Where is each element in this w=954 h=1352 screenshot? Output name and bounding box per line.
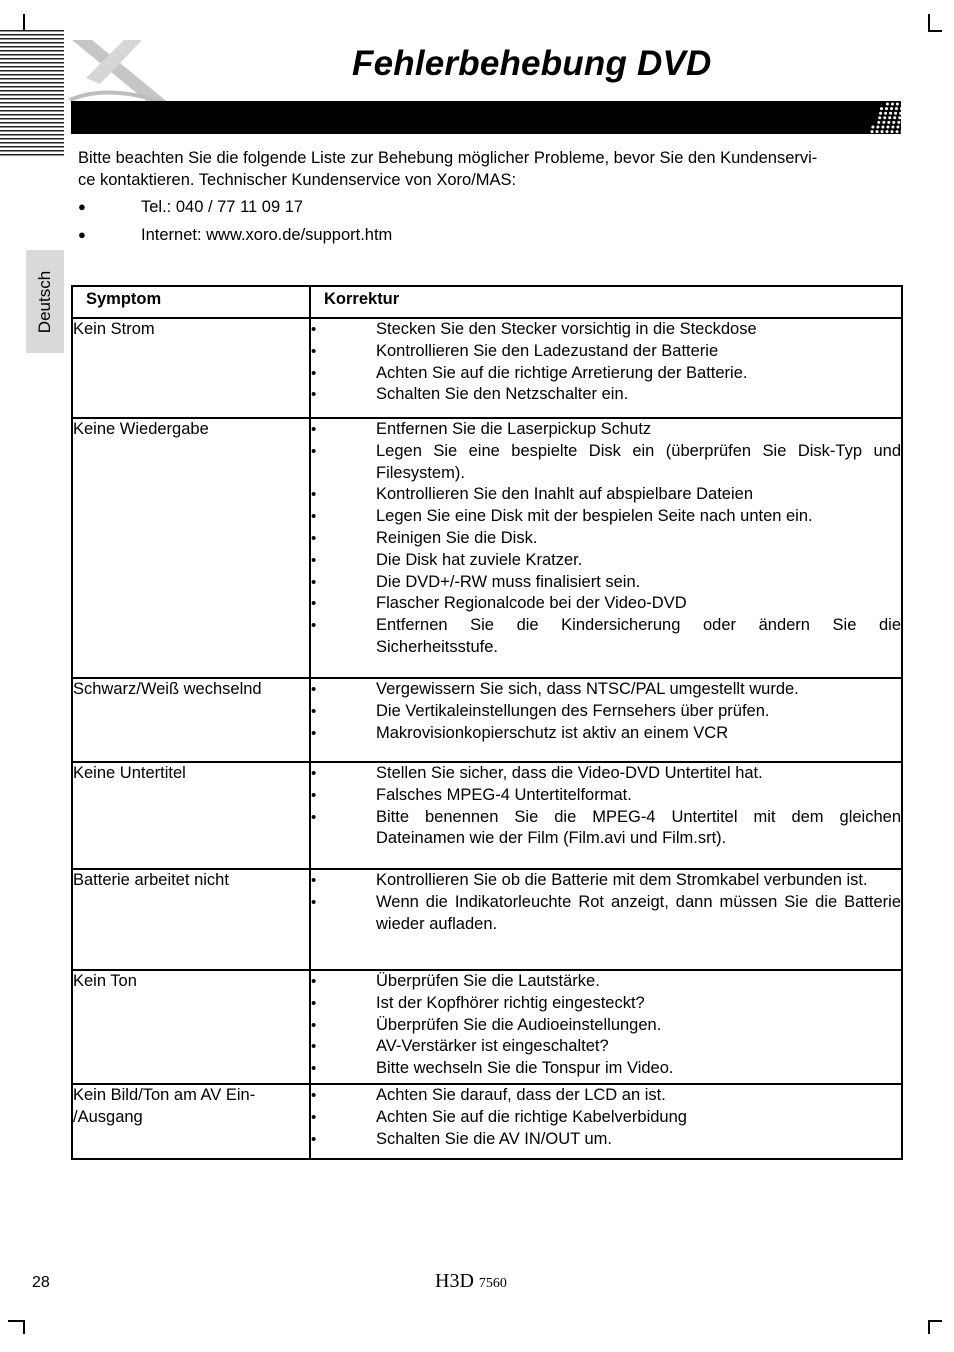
list-item: • Falsches MPEG-4 Untertitelformat. <box>311 785 901 807</box>
contact-phone-text: Tel.: 040 / 77 11 09 17 <box>141 198 304 216</box>
model-name <box>435 1270 507 1293</box>
list-item: • Ist der Kopfhörer richtig eingesteckt? <box>311 993 901 1015</box>
header-bar <box>71 101 901 134</box>
list-item: • Achten Sie auf die richtige Kabelverbidung <box>311 1107 901 1129</box>
table-row <box>72 869 902 970</box>
correction-list <box>311 971 901 1080</box>
list-item: • Schalten Sie die AV IN/OUT um. <box>311 1129 901 1151</box>
correction-list <box>311 319 901 406</box>
crop-mark-bottom-right-h <box>928 1320 942 1322</box>
language-tab <box>26 250 64 353</box>
symptom-cell: Keine Untertitel <box>72 762 310 869</box>
symptom-cell: Schwarz/Weiß wechselnd <box>72 678 310 762</box>
table-header-row <box>72 286 902 318</box>
list-item: • Kontrollieren Sie den Inahlt auf abspielbare Dateien <box>311 484 901 506</box>
list-item: • Stecken Sie den Stecker vorsichtig in die Steckdose <box>311 319 901 341</box>
correction-list <box>311 763 901 850</box>
list-item: • Stellen Sie sicher, dass die Video-DVD Untertitel hat. <box>311 763 901 785</box>
list-item: • Makrovisionkopierschutz ist aktiv an einem VCR <box>311 723 901 745</box>
list-item: • Entfernen Sie die Kindersicherung oder ändern Sie die Sicherheitsstufe. <box>311 615 901 659</box>
crop-mark-bottom-left-h <box>8 1320 24 1322</box>
list-item: • Bitte wechseln Sie die Tonspur im Video. <box>311 1058 901 1080</box>
list-item: • Flascher Regionalcode bei der Video-DVD <box>311 593 901 615</box>
list-item: • Achten Sie auf die richtige Arretierung der Batterie. <box>311 363 901 385</box>
list-item: • AV-Verstärker ist eingeschaltet? <box>311 1036 901 1058</box>
crop-mark-top-left-v <box>23 14 25 31</box>
correction-list <box>311 679 901 744</box>
intro-line-2: ce kontaktieren. Technischer Kundenservice von Xoro/MAS: <box>78 171 517 189</box>
symptom-cell: Kein Bild/Ton am AV Ein- /Ausgang <box>72 1084 310 1159</box>
column-header-symptom: Symptom <box>72 286 310 318</box>
list-item: • Kontrollieren Sie ob die Batterie mit dem Stromkabel verbunden ist. <box>311 870 901 892</box>
model-prefix: H3D <box>435 1270 474 1292</box>
correction-cell <box>310 1084 902 1159</box>
correction-list <box>311 419 901 659</box>
correction-cell <box>310 678 902 762</box>
contact-internet-text: Internet: www.xoro.de/support.htm <box>141 226 393 244</box>
correction-cell <box>310 970 902 1084</box>
column-header-correction: Korrektur <box>310 286 902 318</box>
list-item: • Die Vertikaleinstellungen des Fernsehers über prüfen. <box>311 701 901 723</box>
crop-mark-bottom-right-v <box>928 1320 930 1334</box>
correction-list <box>311 870 901 935</box>
header-bar-dots <box>868 101 912 134</box>
crop-mark-bottom-left-v <box>23 1320 25 1334</box>
list-item: • Legen Sie eine Disk mit der bespielen Seite nach unten ein. <box>311 506 901 528</box>
page-title: Fehlerbehebung DVD <box>352 44 712 83</box>
list-item: • Legen Sie eine bespielte Disk ein (überprüfen Sie Disk-Typ und Filesystem). <box>311 441 901 485</box>
bullet-icon: ● <box>78 199 86 214</box>
crop-mark-top-right-h <box>928 30 942 32</box>
symptom-cell: Kein Strom <box>72 318 310 418</box>
intro-line-1: Bitte beachten Sie die folgende Liste zur Behebung möglicher Probleme, bevor Sie den Kundenservi- <box>78 149 818 167</box>
list-item: • Reinigen Sie die Disk. <box>311 528 901 550</box>
list-item: • Überprüfen Sie die Audioeinstellungen. <box>311 1015 901 1037</box>
list-item: • Achten Sie darauf, dass der LCD an ist. <box>311 1085 901 1107</box>
list-item: • Vergewissern Sie sich, dass NTSC/PAL umgestellt wurde. <box>311 679 901 701</box>
list-item: • Entfernen Sie die Laserpickup Schutz <box>311 419 901 441</box>
header-stripes <box>0 30 64 158</box>
page-number: 28 <box>32 1274 50 1291</box>
correction-cell <box>310 418 902 678</box>
table-row <box>72 970 902 1084</box>
list-item: • Bitte benennen Sie die MPEG-4 Untertitel mit dem gleichen Dateinamen wie der Film (Film.avi und Film.srt). <box>311 807 901 851</box>
list-item: • Die DVD+/-RW muss finalisiert sein. <box>311 572 901 594</box>
language-tab-label: Deutsch <box>35 270 54 333</box>
troubleshooting-table <box>71 285 903 1160</box>
correction-list <box>311 1085 901 1150</box>
list-item: • Die Disk hat zuviele Kratzer. <box>311 550 901 572</box>
model-number: 7560 <box>478 1276 507 1291</box>
table-row <box>72 762 902 869</box>
table-body <box>72 318 902 1159</box>
intro-text <box>78 147 898 191</box>
symptom-cell: Batterie arbeitet nicht <box>72 869 310 970</box>
list-item: • Überprüfen Sie die Lautstärke. <box>311 971 901 993</box>
table-row <box>72 318 902 418</box>
list-item: • Schalten Sie den Netzschalter ein. <box>311 384 901 406</box>
correction-cell <box>310 762 902 869</box>
list-item: • Kontrollieren Sie den Ladezustand der Batterie <box>311 341 901 363</box>
symptom-cell: Kein Ton <box>72 970 310 1084</box>
table-row <box>72 678 902 762</box>
symptom-cell: Keine Wiedergabe <box>72 418 310 678</box>
correction-cell <box>310 869 902 970</box>
correction-cell <box>310 318 902 418</box>
table-row <box>72 418 902 678</box>
crop-mark-top-right-v <box>928 14 930 31</box>
list-item: • Wenn die Indikatorleuchte Rot anzeigt, dann müssen Sie die Batterie wieder aufladen. <box>311 892 901 936</box>
xoro-logo-icon <box>66 38 176 108</box>
bullet-icon: ● <box>78 227 86 242</box>
table-row <box>72 1084 902 1159</box>
